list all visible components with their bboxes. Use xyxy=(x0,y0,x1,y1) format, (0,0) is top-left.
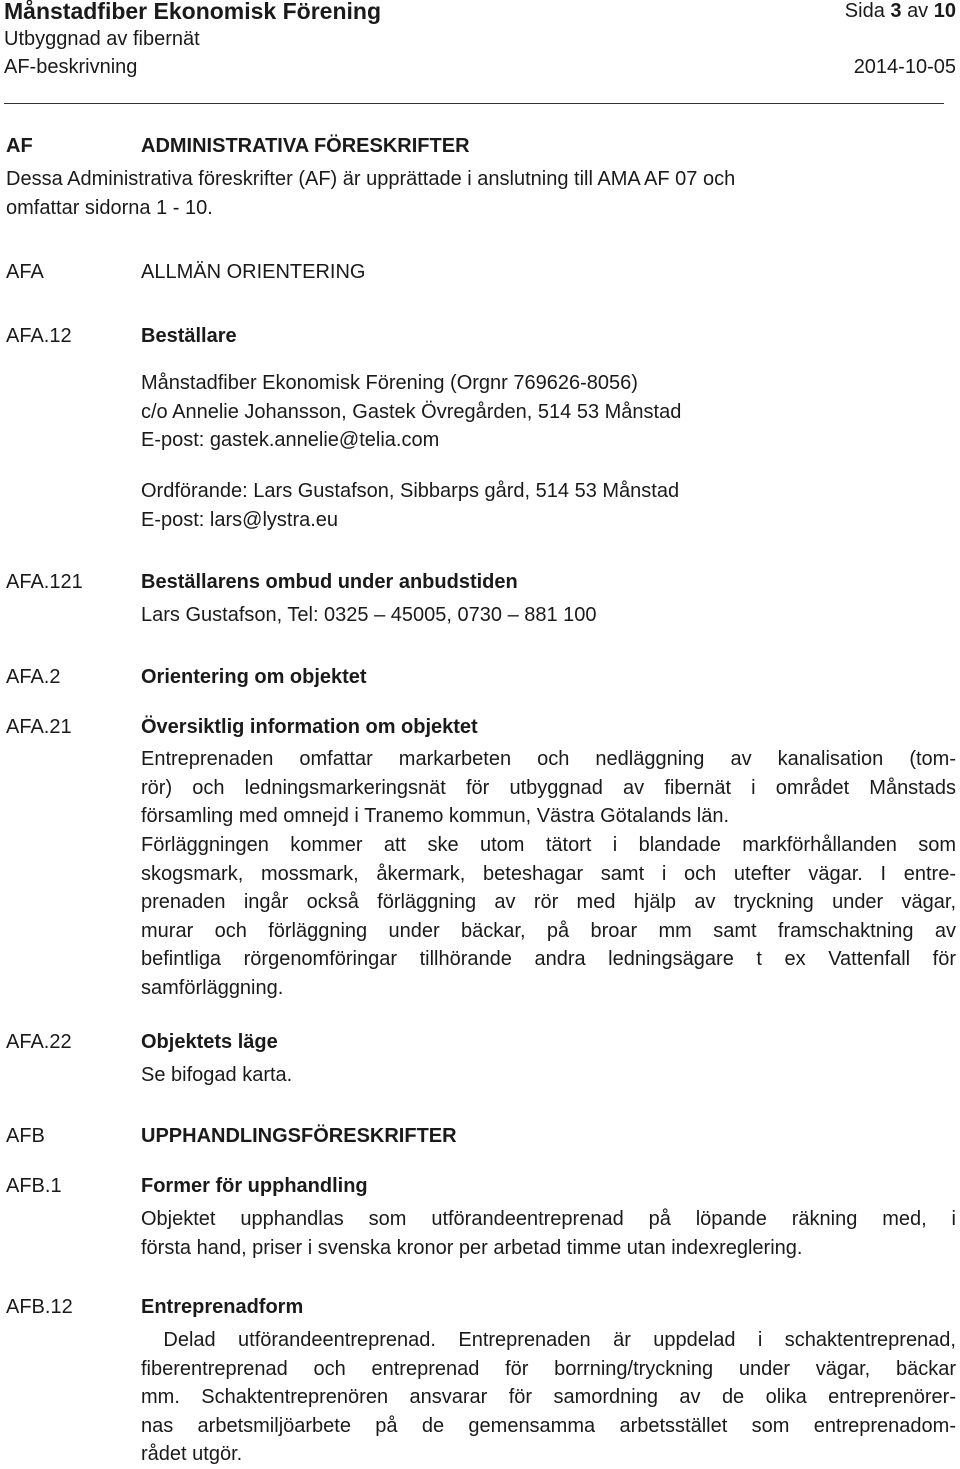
client-address: c/o Annelie Johansson, Gastek Övregården, 514 53 Månstad xyxy=(141,400,682,423)
section-heading-af: ADMINISTRATIVA FÖRESKRIFTER xyxy=(141,135,470,157)
paragraph-line: Förläggningen kommer att ske utom tätort i blandade markförhållanden som xyxy=(141,834,956,856)
procurement-text xyxy=(141,1205,956,1262)
af-intro xyxy=(6,165,956,222)
page-current: 3 xyxy=(890,0,902,22)
client-address-block xyxy=(141,369,956,455)
header-divider xyxy=(4,103,944,104)
af-intro-line: omfattar sidorna 1 - 10. xyxy=(6,196,213,219)
contract-form-text xyxy=(141,1326,956,1469)
paragraph-line: skogsmark, mossmark, åkermark, beteshagar samt i och utefter vägar. I entre- xyxy=(141,862,956,885)
paragraph-line: Objektet upphandlas som utförandeentreprenad på löpande räkning med, i xyxy=(141,1208,956,1230)
section-heading-afb1: Former för upphandling xyxy=(141,1175,368,1197)
paragraph-line: samförläggning. xyxy=(141,976,284,999)
page-number xyxy=(845,0,956,23)
project-description-p1 xyxy=(141,745,956,831)
chairman-email: E-post: lars@lystra.eu xyxy=(141,508,339,531)
af-intro-line: Dessa Administrativa föreskrifter (AF) är upprättade i anslutning till AMA AF 07 och xyxy=(6,168,736,190)
section-heading-afb: UPPHANDLINGSFÖRESKRIFTER xyxy=(141,1125,457,1147)
header-subtitle: Utbyggnad av fibernät xyxy=(4,28,200,50)
paragraph-line: församling med omnejd i Tranemo kommun, Västra Götalands län. xyxy=(141,805,730,827)
section-code-afa12: AFA.12 xyxy=(6,325,72,347)
section-code-afb1: AFB.1 xyxy=(6,1175,62,1197)
paragraph-line: rådet utgör. xyxy=(141,1443,243,1465)
agent-contact xyxy=(141,601,956,630)
page-header xyxy=(4,0,956,84)
page-sep: av xyxy=(907,0,929,22)
section-heading-afa2: Orientering om objektet xyxy=(141,666,367,688)
agent-contact-line: Lars Gustafson, Tel: 0325 – 45005, 0730 – 881 100 xyxy=(141,604,597,626)
header-date: 2014-10-05 xyxy=(853,56,956,78)
paragraph-line: Entreprenaden omfattar markarbeten och nedläggning av kanalisation (tom- xyxy=(141,748,956,770)
paragraph-line: mm. Schaktentreprenören ansvarar för samordning av de olika entreprenörer- xyxy=(141,1386,956,1408)
page-prefix: Sida xyxy=(844,0,885,22)
section-code-af: AF xyxy=(6,135,33,157)
paragraph-line: befintliga rörgenomföringar tillhörande andra ledningsägare t ex Vattenfall för xyxy=(141,948,956,970)
paragraph-line: första hand, priser i svenska kronor per arbetad timme utan indexreglering. xyxy=(141,1236,803,1259)
paragraph-line: fiberentreprenad och entreprenad för borrning/tryckning under vägar, bäckar xyxy=(141,1357,956,1380)
section-heading-afa22: Objektets läge xyxy=(141,1031,278,1053)
paragraph-line: Delad utförandeentreprenad. Entreprenaden är uppdelad i schaktentreprenad, xyxy=(141,1329,956,1351)
section-heading-afa12: Beställare xyxy=(141,325,237,347)
header-title: Månstadfiber Ekonomisk Förening xyxy=(4,0,381,24)
paragraph-line: murar och förläggning under bäckar, på broar mm samt framschaktning av xyxy=(141,919,956,942)
section-code-afa2: AFA.2 xyxy=(6,666,61,688)
section-code-afb: AFB xyxy=(6,1125,45,1147)
paragraph-line: rör) och ledningsmarkeringsnät för utbyggnad av fibernät i området Månstads xyxy=(141,776,956,799)
section-code-afa21: AFA.21 xyxy=(6,716,72,738)
paragraph-line: nas arbetsmiljöarbete på de gemensamma arbetsstället som entreprenadom- xyxy=(141,1414,956,1437)
paragraph-line: prenaden ingår också förläggning av rör med hjälp av tryckning under vägar, xyxy=(141,891,956,913)
location-line: Se bifogad karta. xyxy=(141,1064,293,1086)
page-total: 10 xyxy=(933,0,956,22)
section-heading-afb12: Entreprenadform xyxy=(141,1296,304,1318)
chairman-block xyxy=(141,477,956,534)
section-heading-afa: ALLMÄN ORIENTERING xyxy=(141,261,366,283)
header-doc-type: AF-beskrivning xyxy=(4,56,138,78)
section-code-afa22: AFA.22 xyxy=(6,1031,72,1053)
section-code-afb12: AFB.12 xyxy=(6,1296,73,1318)
project-description-p2 xyxy=(141,831,956,1002)
client-org: Månstadfiber Ekonomisk Förening (Orgnr 769626-8056) xyxy=(141,372,638,394)
chairman-address: Ordförande: Lars Gustafson, Sibbarps gård, 514 53 Månstad xyxy=(141,480,680,502)
client-email: E-post: gastek.annelie@telia.com xyxy=(141,429,440,451)
section-code-afa: AFA xyxy=(6,261,44,283)
location-text xyxy=(141,1061,956,1090)
section-heading-afa121: Beställarens ombud under anbudstiden xyxy=(141,571,518,593)
section-heading-afa21: Översiktlig information om objektet xyxy=(141,716,478,738)
section-code-afa121: AFA.121 xyxy=(6,571,83,593)
